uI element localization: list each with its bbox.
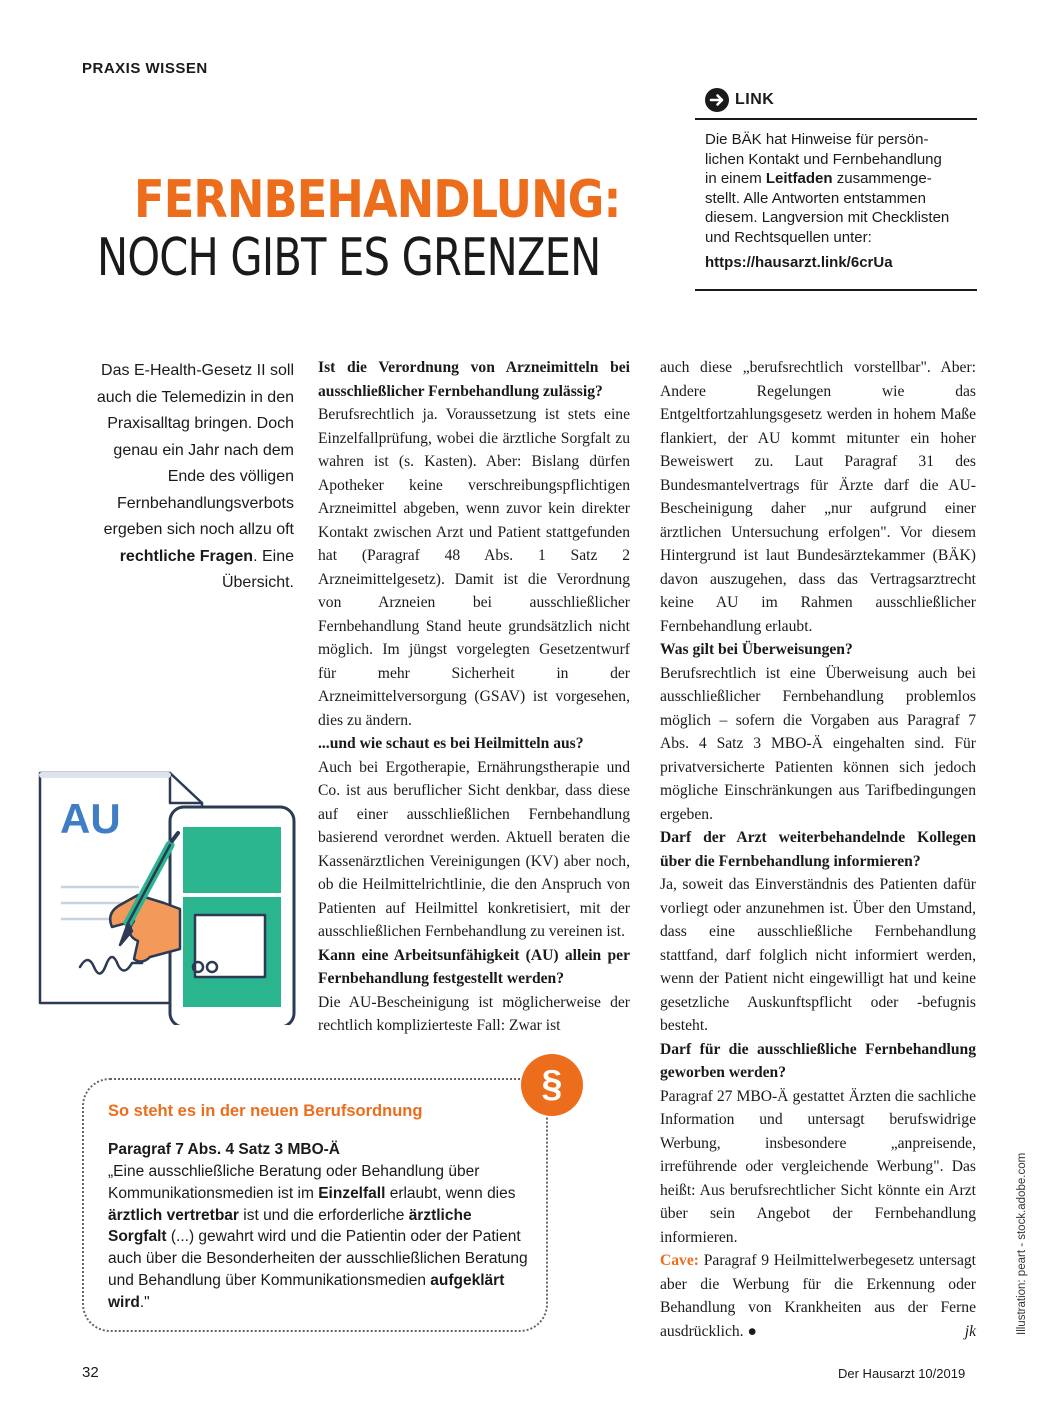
- question: Ist die Verordnung von Arzneimitteln bei ausschließlicher Fernbehandlung zulässig?: [318, 359, 630, 400]
- page-number: 32: [82, 1364, 99, 1381]
- link-divider: [695, 118, 977, 120]
- intro-text: Das E-Health-Gesetz II soll auch die Telemedizin in den Praxisalltag bringen. Doch genau ein Jahr nach dem Ende des völligen Fernbehandlungsverbots ergeben sich noch allzu oft rechtliche Fragen. Eine Übersicht.: [96, 362, 294, 591]
- image-credit: Illustration: peart - stock.adobe.com: [1016, 1152, 1028, 1335]
- headline-line-2: NOCH GIBT ES GRENZEN: [97, 228, 601, 288]
- answer: Berufsrechtlich ja. Voraussetzung ist stets eine Einzelfallprüfung, wobei die ärztliche Sorgfalt zu wahren ist (s. Kasten). Aber: Bislang dürfen Apotheker keine verschreibungspflichtigen Arzneimittel abgeben, wenn zuvor kein direkter Kontakt zwischen Arzt und Patient stattgefunden hat (Paragraf 48 Abs. 1 Satz 2 Arzneimittelgesetz). Damit ist die Verordnung von Arzneien bei ausschließlicher Fernbehandlung Stand heute grundsätzlich nicht möglich. Im jüngst vorgelegten Gesetzentwurf für mehr Sicherheit in der Arzneimittelversorgung (GSAV) ist vorgesehen, dies zu ändern.: [318, 406, 630, 729]
- magazine-issue: Der Hausarzt 10/2019: [838, 1366, 966, 1381]
- headline-line-1: FERNBEHANDLUNG:: [134, 170, 621, 230]
- question: Darf der Arzt weiterbehandelnde Kollegen über die Fernbehandlung informieren?: [660, 829, 976, 870]
- link-label: LINK: [735, 91, 775, 108]
- author-signature: jk: [964, 1322, 976, 1340]
- link-bottom-divider: [695, 289, 977, 291]
- answer: Ja, soweit das Einverständnis des Patienten dafür vorliegt oder anzunehmen ist. Über den Umstand, dass eine ausschließliche Fernbehandlung stattfand, darf folglich nicht informiert werden, wenn der Patient nicht eingewilligt hat und keine gesetzliche Auskunftspflicht oder -befugnis besteht.: [660, 876, 976, 1034]
- info-box-quote: „Eine ausschließliche Beratung oder Behandlung über Kommunikationsmedien ist im Einzelfall erlaubt, wenn dies ärztlich vertretbar ist und die erforderliche ärztliche Sorgfalt (...) gewahrt wird und die Patientin oder der Patient auch über die Besonderheiten der ausschließlichen Beratung und Behandlung über Kommunikationsmedien aufgeklärt wird.": [108, 1163, 528, 1311]
- link-header: [705, 88, 977, 112]
- cave-paragraph: Cave: Paragraf 9 Heilmittelwerbegesetz untersagt aber die Werbung für die Erkennung oder Behandlung von Krankheiten aus der Ferne ausdrücklich. ● jk: [660, 1249, 976, 1343]
- arrow-right-circle-icon: [705, 88, 729, 112]
- answer: Paragraf 27 MBO-Ä gestattet Ärzten die sachliche Information und untersagt berufswidrige Werbung, insbesondere „anpreisende, irreführende oder vergleichende Werbung". Das heißt: Aus berufsrechtlicher Sicht könnte ein Arzt über sein Angebot der Fernbehandlung informieren.: [660, 1087, 976, 1246]
- answer: Berufsrechtlich ist eine Überweisung auch bei ausschließlicher Fernbehandlung problemlos möglich – sofern die Vorgaben aus Paragraf 7 Abs. 4 Satz 3 MBO-Ä eingehalten sind. Für privatversicherte Patienten können sich jedoch mögliche Einschränkungen aus Tarifbedingungen ergeben.: [660, 664, 976, 823]
- question: ...und wie schaut es bei Heilmitteln aus?: [318, 735, 584, 752]
- question: Was gilt bei Überweisungen?: [660, 641, 853, 658]
- info-box-title: So steht es in der neuen Berufsordnung: [108, 1102, 423, 1120]
- document-au-label: AU: [60, 795, 121, 842]
- answer: Die AU-Bescheinigung ist möglicherweise der rechtlich komplizierteste Fall: Zwar ist: [318, 993, 630, 1034]
- link-box: [695, 88, 977, 284]
- illustration: [20, 745, 310, 1025]
- section-label: PRAXIS WISSEN: [82, 60, 208, 77]
- link-url[interactable]: https://hausarzt.link/6crUa: [705, 254, 893, 271]
- answer: Auch bei Ergotherapie, Ernährungstherapie und Co. ist aus beruflicher Sicht denkbar, dass diese auf einer ausschließlichen Fernbehandlung basierend verordnet werden. Aktuell beraten die Kassenärztlichen Vereinigungen (KV) aber noch, ob die Heilmittelrichtlinie, die den Anspruch von Patienten auf Heilmittel konkretisiert, mit der ausschließlichen Fernbehandlung zu vereinen ist.: [318, 758, 630, 940]
- question: Kann eine Arbeitsunfähigkeit (AU) allein per Fernbehandlung festgestellt werden?: [318, 946, 630, 987]
- answer: auch diese „berufsrechtlich vorstellbar". Aber: Andere Regelungen wie das Entgeltfortzahlungsgesetz werden in hohem Maße flankiert, der AU kommt mitunter ein hoher Beweiswert zu. Laut Paragraf 31 des Bundesmantelvertrags für Ärzte darf die AU-Bescheinigung daher „nur aufgrund einer ärztlichen Untersuchung erfolgen". Vor diesem Hintergrund ist laut Bundesärztekammer (BÄK) davon auszugehen, dass das Vertragsarztrecht keine AU im Rahmen ausschließlicher Fernbehandlung erlaubt.: [660, 359, 976, 635]
- link-description: Die BÄK hat Hinweise für persön- lichen Kontakt und Fernbehandlung in einem Leitfaden zusammenge- stellt. Alle Antworten entstammen diesem. Langversion mit Checklisten und Rechtsquellen unter:: [705, 131, 950, 246]
- intro-highlight: rechtliche Fragen: [119, 547, 254, 565]
- article-column-1: [318, 356, 630, 1038]
- cave-label: Cave:: [660, 1252, 699, 1269]
- info-box-subtitle: Paragraf 7 Abs. 4 Satz 3 MBO-Ä: [108, 1141, 340, 1158]
- question: Darf für die ausschließliche Fernbehandlung geworben werden?: [660, 1040, 976, 1081]
- article-column-2: [660, 356, 976, 1343]
- paragraph-icon: §: [521, 1054, 583, 1116]
